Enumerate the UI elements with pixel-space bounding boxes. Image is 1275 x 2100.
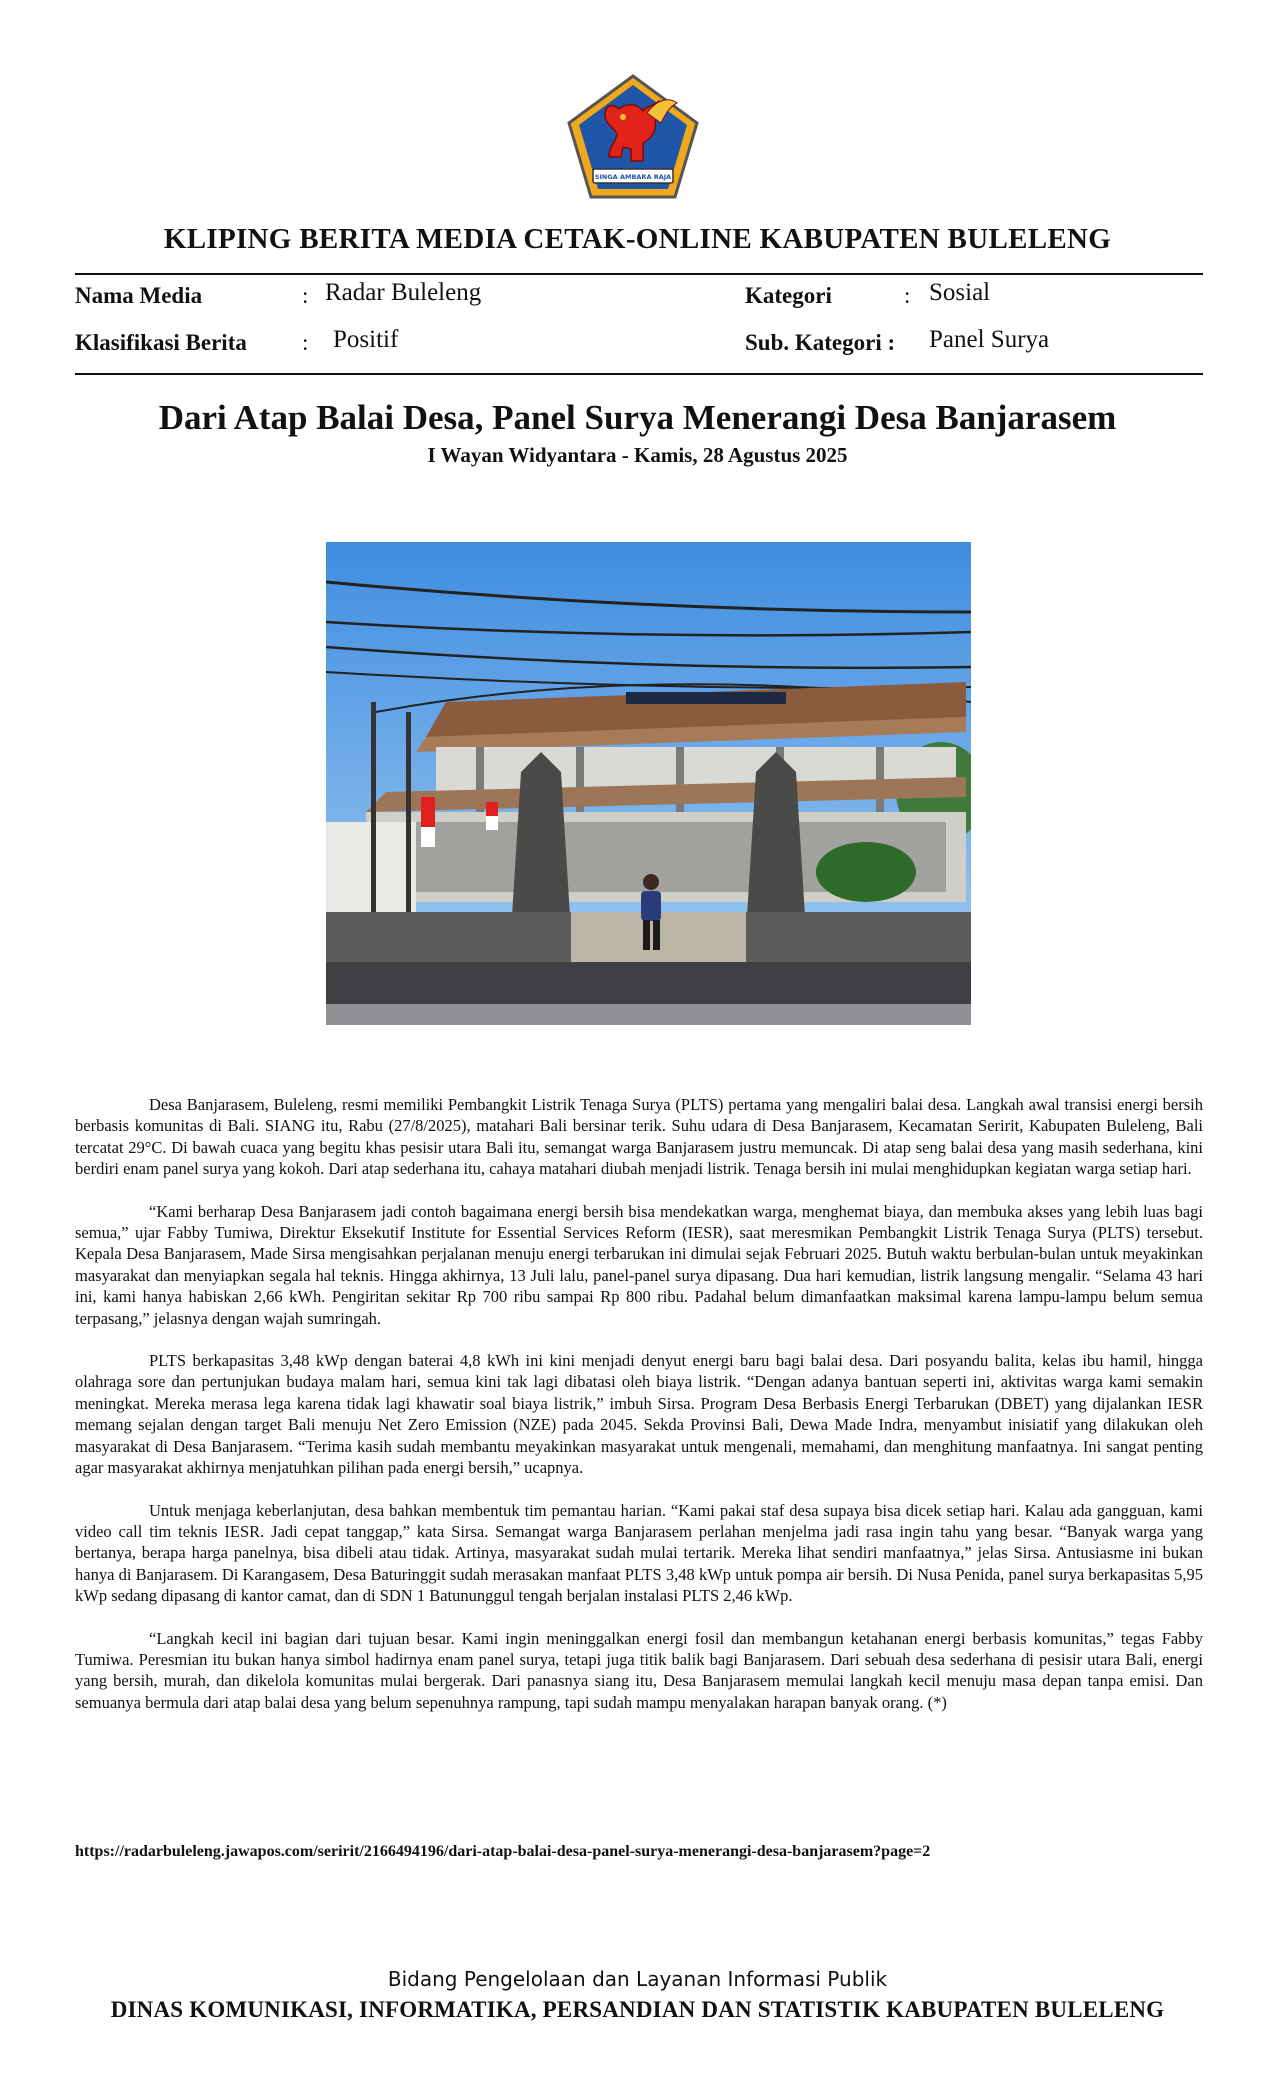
article-paragraph: Untuk menjaga keberlanjutan, desa bahkan membentuk tim pemantau harian. “Kami pakai staf desa supaya bisa dicek setiap hari. Kalau ada gangguan, kami video call tim teknis IESR. Jadi cepat tanggap,” kata Sirsa. Semangat warga Banjarasem perlahan menjelma jadi rasa ingin tahu yang besar. “Banyak warga yang bertanya, berapa harga panelnya, bisa dibeli atau tidak. Artinya, masyarakat sudah mulai tertarik. Mereka lihat sendiri manfaatnya,” jelas Sirsa. Antusiasme ini bukan hanya di Banjarasem. Di Karangasem, Desa Baturinggit sudah merasakan manfaat PLTS 3,48 kWp untuk pompa air bersih. Di Nusa Penida, panel surya berkapasitas 5,95 kWp sedang dipasang di kantor camat, dan di SDN 1 Batununggul tengah berjalan instalasi PLTS 2,46 kWp. xyxy=(75,1500,1203,1606)
nama-media-value: Radar Buleleng xyxy=(325,279,482,306)
subkategori-value: Panel Surya xyxy=(929,326,1050,353)
article-paragraph: PLTS berkapasitas 3,48 kWp dengan baterai 4,8 kWh ini kini menjadi denyut energi baru bagi balai desa. Dari posyandu balita, kelas ibu hamil, hingga olahraga sore dan pertunjukan budaya malam hari, semua kini tak lagi dibatasi oleh biaya listrik. “Dengan adanya bantuan seperti ini, aktivitas warga kami semakin meningkat. Mereka merasa lega karena tidak lagi khawatir soal biaya listrik,” imbuh Sirsa. Program Desa Berbasis Energi Terbarukan (DBET) yang dijalankan IESR memang sejalan dengan target Bali menuju Net Zero Emission (NZE) pada 2045. Sekda Provinsi Bali, Dewa Made Indra, menyambut inisiatif yang dilakukan oleh masyarakat di Desa Banjarasem. “Terima kasih sudah membantu meyakinkan masyarakat untuk mengenali, memahami, dan menghitung manfaatnya. Ini sangat penting agar masyarakat akhirnya menjatuhkan pilihan pada energi bersih,” ucapnya. xyxy=(75,1351,1203,1478)
klasifikasi-label: Klasifikasi Berita xyxy=(75,330,247,355)
bottom-divider xyxy=(75,373,1203,375)
subkategori-label: Sub. Kategori : xyxy=(745,330,896,355)
klasifikasi-colon: : xyxy=(302,330,309,355)
kategori-label: Kategori xyxy=(745,283,832,308)
klasifikasi-value: Positif xyxy=(333,326,399,353)
article-paragraph: “Langkah kecil ini bagian dari tujuan besar. Kami ingin meninggalkan energi fosil dan membangun ketahanan energi berbasis komunitas,” tegas Fabby Tumiwa. Peresmian itu bukan hanya simbol hadirnya enam panel surya, tetapi juga titik balik bagi Banjarasem. Dari sebuah desa sederhana di pesisir utara Bali, energi yang bersih, murah, dan dikelola komunitas mulai bergerak. Dari panasnya siang itu, Desa Banjarasem memulai langkah kecil menuju masa depan tanpa emisi. Dan semuanya bermula dari atap balai desa yang belum sepenuhnya rampung, tapi sudah mampu menyalakan harapan banyak orang. (*) xyxy=(75,1628,1203,1712)
footer-agency: DINAS KOMUNIKASI, INFORMATIKA, PERSANDIAN DAN STATISTIK KABUPATEN BULELENG xyxy=(110,1997,1165,2022)
regency-crest-logo xyxy=(565,73,701,201)
kategori-colon: : xyxy=(904,283,911,308)
kategori-value: Sosial xyxy=(929,279,991,306)
article-photo xyxy=(326,542,971,1025)
article-headline: Dari Atap Balai Desa, Panel Surya Menerangi Desa Banjarasem xyxy=(158,398,1117,437)
article-byline: I Wayan Widyantara - Kamis, 28 Agustus 2025 xyxy=(427,443,848,467)
article-body xyxy=(75,1094,1203,1734)
article-paragraph: “Kami berharap Desa Banjarasem jadi contoh bagaimana energi bersih bisa mendekatkan warga, menghemat biaya, dan membuka akses yang lebih luas bagi semua,” ujar Fabby Tumiwa, Direktur Eksekutif Institute for Essential Services Reform (IESR), saat meresmikan Pembangkit Listrik Tenaga Surya (PLTS) tersebut. Kepala Desa Banjarasem, Made Sirsa mengisahkan perjalanan menuju energi terbarukan ini dimulai sejak Februari 2025. Butuh waktu berbulan-bulan untuk meyakinkan masyarakat dan menyiapkan segala hal teknis. Hingga akhirnya, 13 Juli lalu, panel-panel surya dipasang. Dua hari kemudian, listrik langsung mengalir. “Selama 43 hari ini, kami hanya habiskan 2,66 kWh. Pengiritan sekitar Rp 700 ribu sampai Rp 800 ribu. Padahal belum dimanfaatkan maksimal karena lampu-lampu belum semua terpasang,” jelasnya dengan wajah sumringah. xyxy=(75,1201,1203,1328)
nama-media-colon: : xyxy=(302,283,309,308)
article-paragraph: Desa Banjarasem, Buleleng, resmi memiliki Pembangkit Listrik Tenaga Surya (PLTS) pertama yang mengaliri balai desa. Langkah awal transisi energi bersih berbasis komunitas di Bali. SIANG itu, Rabu (27/8/2025), matahari Bali bersinar terik. Suhu udara di Desa Banjarasem, Kecamatan Seririt, Kabupaten Buleleng, Bali tercatat 29°C. Di bawah cuaca yang begitu khas pesisir utara Bali itu, semangat warga Banjarasem justru memuncak. Di atap seng balai desa yang masih sederhana, kini berdiri enam panel surya yang kokoh. Dari atap sederhana itu, cahaya matahari diubah menjadi listrik. Tenaga bersih ini mulai menghidupkan kegiatan warga setiap hari. xyxy=(75,1095,1203,1179)
source-url: https://radarbuleleng.jawapos.com/seririt/2166494196/dari-atap-balai-desa-panel-surya-menerangi-desa-banjarasem?page=2 xyxy=(75,1843,931,1860)
singa-ambara-raja-crest-icon xyxy=(565,73,701,201)
footer-division: Bidang Pengelolaan dan Layanan Informasi Publik xyxy=(387,1967,888,1991)
crest-banner-text: SINGA AMBARA RAJA xyxy=(594,173,672,181)
clipping-title: KLIPING BERITA MEDIA CETAK-ONLINE KABUPATEN BULELENG xyxy=(163,223,1112,255)
nama-media-label: Nama Media xyxy=(75,283,203,308)
top-divider xyxy=(75,273,1203,275)
